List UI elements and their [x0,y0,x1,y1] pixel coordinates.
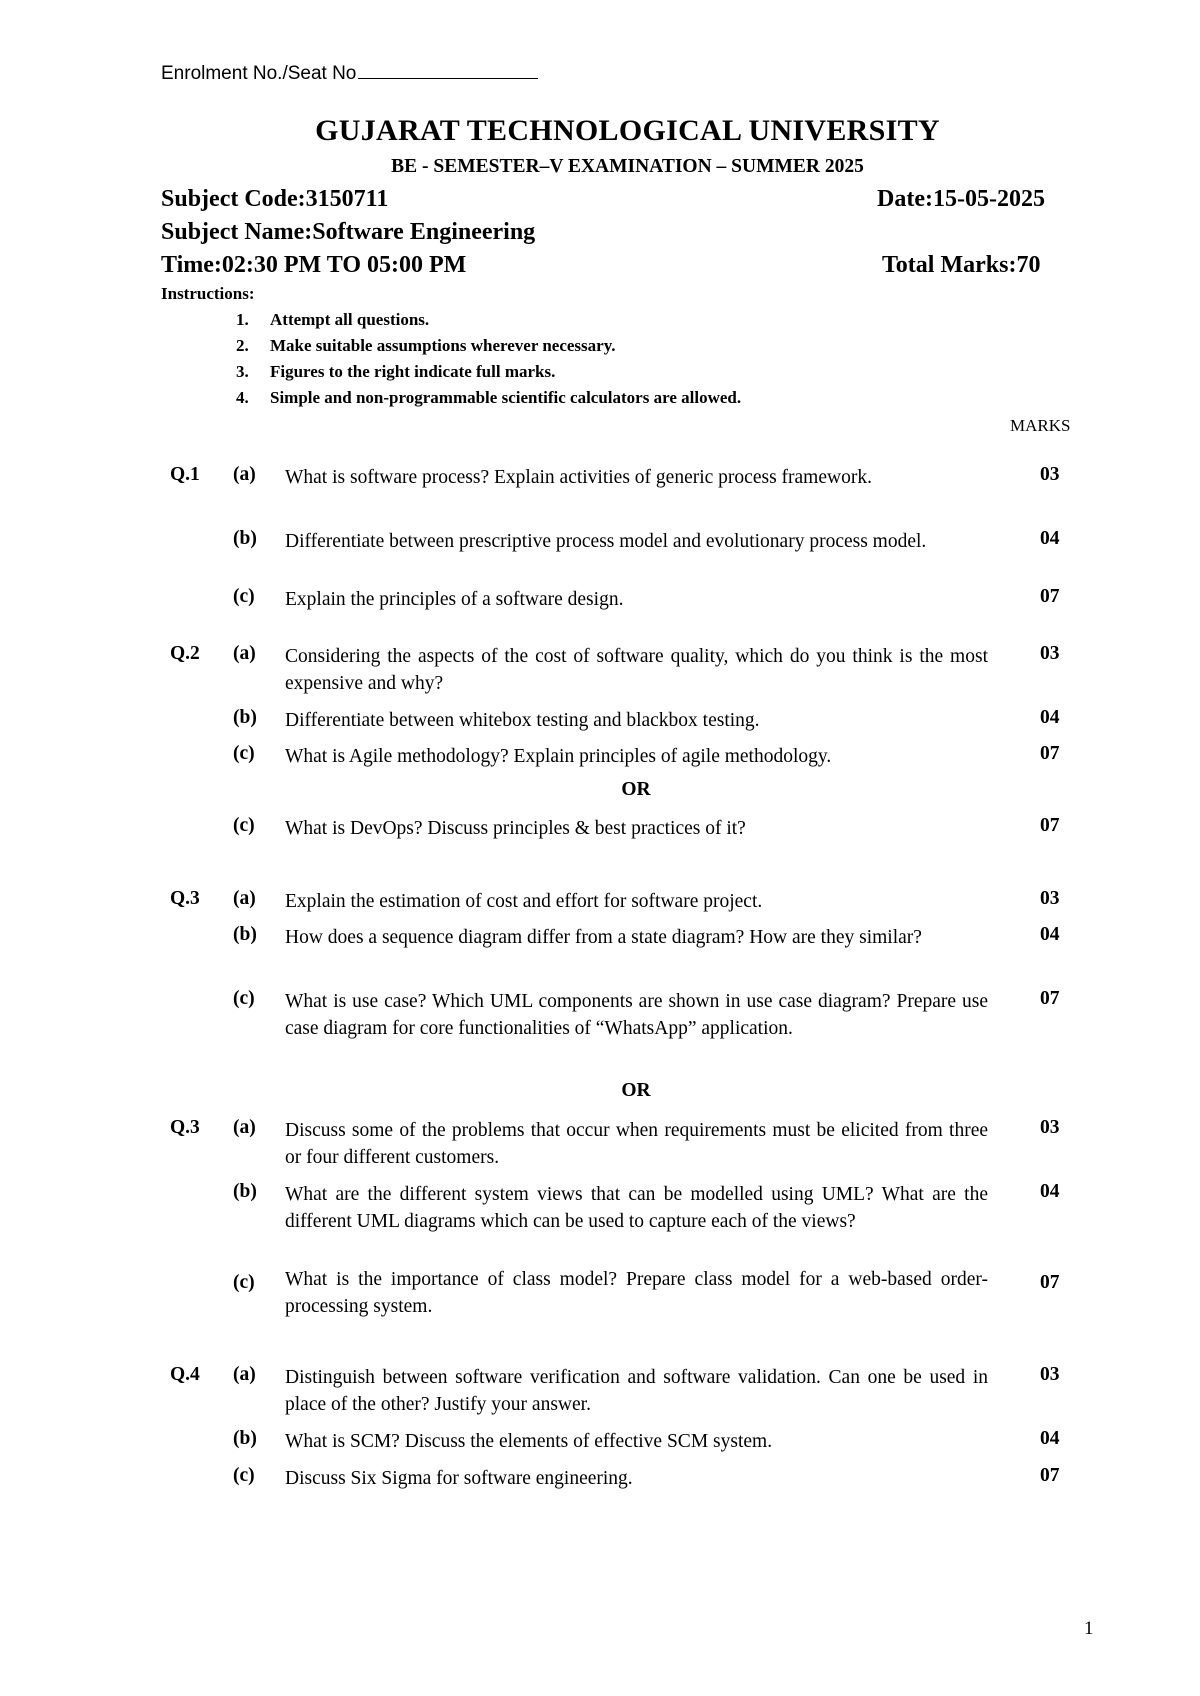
subquestion-label: (a) [233,464,256,485]
subquestion-label: (c) [233,815,255,836]
university-title: GUJARAT TECHNOLOGICAL UNIVERSITY [315,114,940,147]
instruction-item [236,310,429,330]
instruction-number: 4. [236,388,249,407]
subquestion-label: (b) [233,1428,257,1449]
question-number: Q.3 [170,1117,200,1138]
subquestion-label: (a) [233,1117,256,1138]
question-marks: 04 [1040,528,1060,549]
page-number: 1 [1084,1618,1094,1639]
subject-code: Subject Code:3150711 [161,186,389,212]
or-separator: OR [621,779,651,800]
question-marks: 04 [1040,707,1060,728]
enrolment-label: Enrolment No./Seat No [161,63,357,84]
question-text: Discuss Six Sigma for software engineering. [285,1468,633,1489]
question-marks: 03 [1040,643,1060,664]
instruction-text: Simple and non-programmable scientific calculators are allowed. [270,388,742,407]
exam-time: Time:02:30 PM TO 05:00 PM [161,252,467,278]
subquestion-label: (c) [233,1272,255,1293]
question-marks: 03 [1040,1364,1060,1385]
question-text: What are the different system views that can be modelled using UML? What are the different UML diagrams which can be used to capture each of the views? [285,1184,988,1232]
question-marks: 04 [1040,1181,1060,1202]
question-text: Explain the estimation of cost and effort for software project. [285,891,763,912]
question-number: Q.4 [170,1364,200,1385]
question-marks: 07 [1040,743,1060,764]
question-marks: 03 [1040,464,1060,485]
subquestion-label: (c) [233,988,255,1009]
instruction-item [236,336,616,356]
question-text: Differentiate between whitebox testing and blackbox testing. [285,710,760,731]
total-marks: Total Marks:70 [882,252,1041,278]
exam-title: BE - SEMESTER–V EXAMINATION – SUMMER 2025 [391,156,864,177]
instruction-item [236,362,555,382]
question-marks: 03 [1040,1117,1060,1138]
question-text: What is DevOps? Discuss principles & best practices of it? [285,818,746,839]
instruction-text: Make suitable assumptions wherever necessary. [270,336,616,355]
instruction-number: 2. [236,336,249,355]
question-text: Distinguish between software verification and software validation. Can one be used in place of the other? Justify your answer. [285,1367,988,1415]
subquestion-label: (a) [233,643,256,664]
question-text: What is software process? Explain activities of generic process framework. [285,467,872,488]
question-text: What is the importance of class model? Prepare class model for a web-based order-processing system. [285,1269,988,1317]
instruction-text: Attempt all questions. [270,310,430,329]
instruction-number: 1. [236,310,249,329]
question-marks: 03 [1040,888,1060,909]
question-text: How does a sequence diagram differ from a state diagram? How are they similar? [285,927,922,948]
question-marks: 04 [1040,1428,1060,1449]
subquestion-label: (b) [233,924,257,945]
question-text: What is SCM? Discuss the elements of effective SCM system. [285,1431,773,1452]
question-number: Q.2 [170,643,200,664]
subquestion-label: (b) [233,1181,257,1202]
enrolment-line [161,62,538,85]
question-text: Explain the principles of a software design. [285,589,624,610]
question-marks: 07 [1040,1465,1060,1486]
subquestion-label: (c) [233,586,255,607]
subquestion-label: (b) [233,707,257,728]
question-marks: 07 [1040,988,1060,1009]
instruction-item [236,388,741,408]
or-separator: OR [621,1080,651,1101]
question-text: Differentiate between prescriptive process model and evolutionary process model. [285,531,927,552]
question-marks: 07 [1040,586,1060,607]
question-number: Q.3 [170,888,200,909]
instructions-heading: Instructions: [161,284,255,303]
exam-date: Date:15-05-2025 [877,186,1045,212]
question-text: Considering the aspects of the cost of software quality, which do you think is the most expensive and why? [285,646,988,694]
subject-name: Subject Name:Software Engineering [161,219,536,245]
instruction-text: Figures to the right indicate full marks. [270,362,556,381]
question-text: What is use case? Which UML components are shown in use case diagram? Prepare use case diagram for core functionalities of “WhatsApp” application. [285,991,988,1039]
question-number: Q.1 [170,464,200,485]
marks-column-heading: MARKS [1010,416,1071,435]
question-text: What is Agile methodology? Explain principles of agile methodology. [285,746,832,767]
subquestion-label: (a) [233,888,256,909]
subquestion-label: (a) [233,1364,256,1385]
question-text: Discuss some of the problems that occur when requirements must be elicited from three or four different customers. [285,1120,988,1168]
question-marks: 07 [1040,1272,1060,1293]
enrolment-blank [358,62,538,79]
question-marks: 07 [1040,815,1060,836]
question-marks: 04 [1040,924,1060,945]
instruction-number: 3. [236,362,249,381]
subquestion-label: (c) [233,1465,255,1486]
subquestion-label: (c) [233,743,255,764]
subquestion-label: (b) [233,528,257,549]
